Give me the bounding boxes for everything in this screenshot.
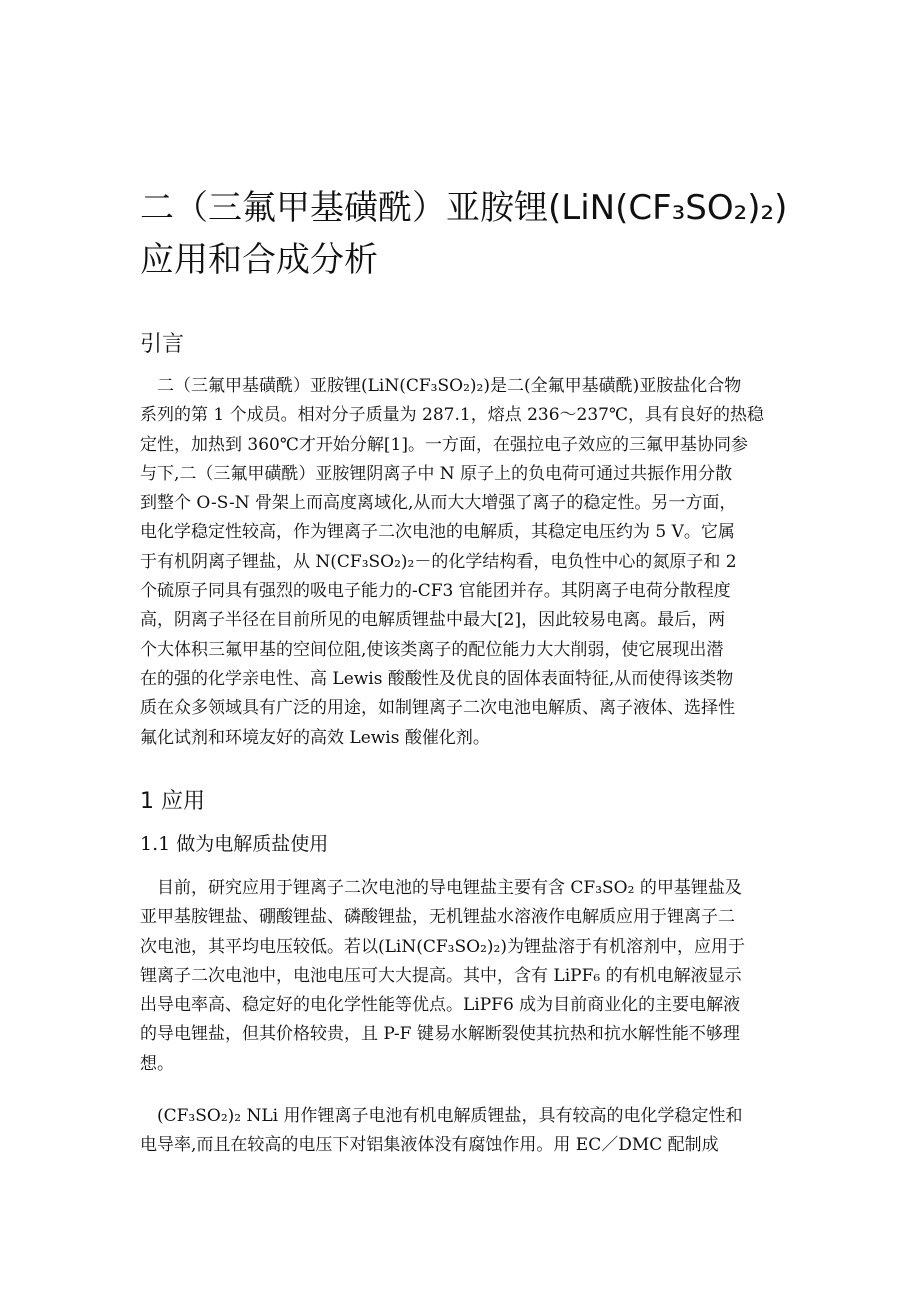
intro-line: 氟化试剂和环境友好的高效 Lewis 酸催化剂。 bbox=[140, 727, 490, 748]
intro-line: 高，阴离子半径在目前所见的电解质锂盐中最大[2]，因此较易电离。最后，两 bbox=[140, 610, 726, 631]
body-line: 电导率,而且在较高的电压下对铝集液体没有腐蚀作用。用 EC／DMC 配制成 bbox=[140, 1135, 719, 1156]
body-line: 的导电锂盐，但其价格较贵，且 P-F 键易水解断裂使其抗热和抗水解性能不够理 bbox=[140, 1024, 740, 1045]
intro-line: 质在众多领域具有广泛的用途，如制锂离子二次电池电解质、离子液体、选择性 bbox=[140, 698, 735, 719]
intro-paragraph bbox=[140, 372, 780, 753]
section-1-1-heading: 1.1 做为电解质盐使用 bbox=[140, 833, 329, 855]
intro-line: 与下,二（三氟甲磺酰）亚胺锂阴离子中 N 原子上的负电荷可通过共振作用分散 bbox=[140, 463, 733, 484]
lithium-salt-paragraph bbox=[140, 1102, 780, 1161]
document-title bbox=[140, 182, 800, 286]
intro-line: 定性，加热到 360℃才开始分解[1]。一方面，在强拉电子效应的三氟甲基协同参 bbox=[140, 434, 748, 455]
intro-line: 个硫原子同具有强烈的吸电子能力的-CF3 官能团并存。其阴离子电荷分散程度 bbox=[140, 581, 731, 602]
body-line: 想。 bbox=[140, 1053, 174, 1074]
intro-heading: 引言 bbox=[140, 332, 185, 357]
title-line-2: 应用和合成分析 bbox=[140, 240, 378, 280]
intro-line: 到整个 O-S-N 骨架上而高度离域化,从而大大增强了离子的稳定性。另一方面， bbox=[140, 493, 737, 514]
body-line: 亚甲基胺锂盐、硼酸锂盐、磷酸锂盐，无机锂盐水溶液作电解质应用于锂离子二 bbox=[140, 907, 735, 928]
intro-line: 二（三氟甲基磺酰）亚胺锂(LiN(CF₃SO₂)₂)是二(全氟甲基磺酰)亚胺盐化合物 bbox=[140, 376, 742, 396]
intro-line: 电化学稳定性较高，作为锂离子二次电池的电解质，其稳定电压约为 5 V。它属 bbox=[140, 522, 735, 543]
body-line: (CF₃SO₂)₂ NLi 用作锂离子电池有机电解质锂盐，具有较高的电化学稳定性和 bbox=[140, 1106, 743, 1126]
section-1-1-paragraph bbox=[140, 874, 780, 1079]
title-line-1: 二（三氟甲基磺酰）亚胺锂(LiN(CF₃SO₂)₂) bbox=[140, 188, 788, 228]
body-line: 锂离子二次电池中，电池电压可大大提高。其中，含有 LiPF₆ 的有机电解液显示 bbox=[140, 965, 742, 986]
body-line: 次电池，其平均电压较低。若以(LiN(CF₃SO₂)₂)为锂盐溶于有机溶剂中，应用于 bbox=[140, 936, 745, 957]
intro-line: 个大体积三氟甲基的空间位阻,使该类离子的配位能力大大削弱，使它展现出潜 bbox=[140, 639, 724, 660]
intro-line: 在的强的化学亲电性、高 Lewis 酸酸性及优良的固体表面特征,从而使得该类物 bbox=[140, 668, 734, 689]
intro-line: 系列的第 1 个成员。相对分子质量为 287.1，熔点 236～237℃，具有良好的热稳 bbox=[140, 405, 765, 426]
intro-line: 于有机阴离子锂盐，从 N(CF₃SO₂)₂－的化学结构看，电负性中心的氮原子和 2 bbox=[140, 551, 737, 572]
body-line: 出导电率高、稳定好的电化学性能等优点。LiPF6 成为目前商业化的主要电解液 bbox=[140, 995, 741, 1016]
section-1-heading: 1 应用 bbox=[140, 789, 205, 814]
body-line: 目前，研究应用于锂离子二次电池的导电锂盐主要有含 CF₃SO₂ 的甲基锂盐及 bbox=[140, 878, 742, 898]
